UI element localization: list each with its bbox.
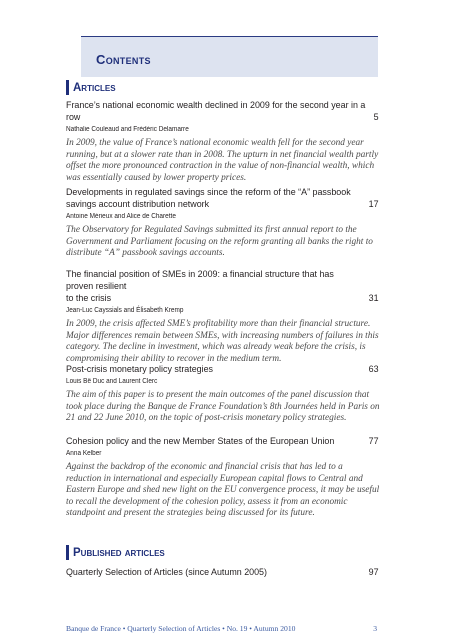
article-page: 5	[373, 111, 379, 122]
article-entry-2[interactable]	[66, 186, 380, 260]
published-section-heading	[66, 545, 165, 560]
section-bar	[66, 545, 69, 560]
page-footer	[66, 624, 377, 633]
article-authors: Nathalie Couleaud and Frédéric Delamarre	[66, 126, 189, 133]
article-entry-4[interactable]	[66, 363, 380, 425]
article-authors: Anna Kelber	[66, 450, 102, 457]
article-authors: Antoine Mérieux and Alice de Charette	[66, 213, 176, 220]
footer-text: Banque de France • Quarterly Selection of Articles • No. 19 • Autumn 2010	[66, 624, 296, 633]
published-page: 97	[368, 566, 379, 577]
article-entry-1[interactable]	[66, 99, 380, 184]
article-abstract: The Observatory for Regulated Savings submitted its first annual report to the Government and Parliament focusing on the reform granting all banks the right to distribute “A” passbook savings accounts.	[66, 225, 373, 258]
published-title: Quarterly Selection of Articles (since Autumn 2005)	[66, 566, 267, 577]
published-heading-label: Published articles	[73, 546, 165, 559]
article-abstract: In 2009, the crisis affected SME’s profitability more than their financial structure. Major differences remain between SMEs, with increasing numbers of failures in this category. The decline in investment, which was already weak before the crisis, is compromising their ability to recover in the medium term.	[66, 319, 379, 364]
published-entry[interactable]	[66, 566, 380, 578]
article-abstract: Against the backdrop of the economic and financial crisis that has led to a reduction in international and especially European capital flows to Central and Eastern Europe and shed new light on the EU convergence process, it may be useful to recall the development of the cohesion policy, assess it from an economic standpoint and present the strategies being discussed for its future.	[66, 462, 380, 518]
article-title: Cohesion policy and the new Member States of the European Union	[66, 435, 335, 446]
contents-heading: Contents	[96, 52, 151, 67]
articles-section-heading	[66, 80, 116, 95]
section-bar	[66, 80, 69, 95]
article-abstract: The aim of this paper is to present the main outcomes of the panel discussion that took place during the Banque de France Foundation’s 8th Journées held in Paris on 21 and 22 June 2010, on the topic of post-crisis monetary policy strategies.	[66, 390, 380, 423]
article-abstract: In 2009, the value of France’s national economic wealth fell for the second year running, but at a slower rate than in 2008. The upturn in net financial wealth partly offset the more pronounced contraction in the value of non-financial wealth, which was essentially caused by lower property prices.	[66, 138, 379, 183]
article-entry-3[interactable]	[66, 268, 380, 365]
articles-heading-label: Articles	[73, 81, 116, 94]
article-authors: Louis Bê Duc and Laurent Clerc	[66, 378, 158, 385]
article-entry-5[interactable]	[66, 435, 380, 520]
article-page: 77	[368, 435, 379, 446]
article-page: 63	[368, 363, 379, 374]
article-authors: Jean-Luc Cayssials and Élisabeth Kremp	[66, 307, 184, 314]
article-page: 17	[368, 198, 379, 209]
footer-page-number: 3	[373, 624, 377, 633]
article-page: 31	[368, 292, 379, 303]
article-title: Developments in regulated savings since the reform of the “A” passbook savings account distribution network	[66, 186, 351, 209]
article-title: France’s national economic wealth declined in 2009 for the second year in a row	[66, 99, 366, 122]
article-title: The financial position of SMEs in 2009: a financial structure that has proven resilient to the crisis	[66, 268, 334, 303]
article-title: Post-crisis monetary policy strategies	[66, 363, 214, 374]
